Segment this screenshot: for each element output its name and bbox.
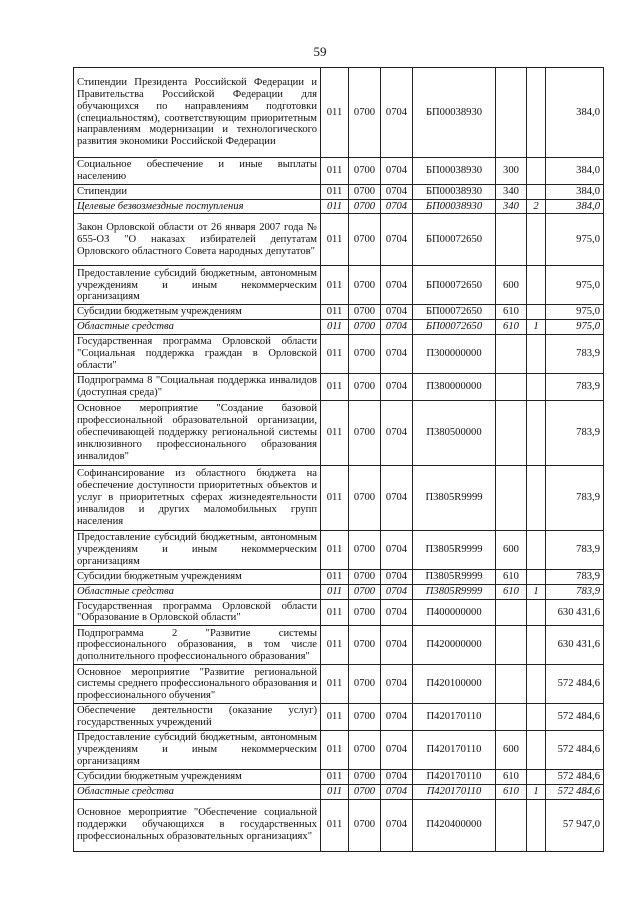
grbs-code-cell: 011 <box>321 465 349 530</box>
grbs-code-cell: 011 <box>321 305 349 320</box>
item-name-cell: Основное мероприятие "Обеспечение социальной поддержки обучающихся в государственных профессиональных образовательных организациях" <box>74 799 321 851</box>
funding-source-cell <box>527 569 546 584</box>
funding-source-cell <box>527 770 546 785</box>
target-article-cell: П3805R9999 <box>413 569 496 584</box>
section-code-cell: 0700 <box>349 400 381 465</box>
target-article-cell: БП00072650 <box>413 305 496 320</box>
funding-source-cell <box>527 158 546 185</box>
section-code-cell: 0700 <box>349 68 381 158</box>
item-name-cell: Целевые безвозмездные поступления <box>74 199 321 214</box>
subsection-code-cell: 0704 <box>381 199 413 214</box>
funding-source-cell: 2 <box>527 199 546 214</box>
amount-cell: 572 484,6 <box>546 770 604 785</box>
section-code-cell: 0700 <box>349 465 381 530</box>
funding-source-cell <box>527 68 546 158</box>
target-article-cell: БП00038930 <box>413 184 496 199</box>
funding-source-cell <box>527 214 546 266</box>
subsection-code-cell: 0704 <box>381 158 413 185</box>
item-name-cell: Субсидии бюджетным учреждениям <box>74 569 321 584</box>
item-name-cell: Стипендии <box>74 184 321 199</box>
grbs-code-cell: 011 <box>321 770 349 785</box>
amount-cell: 975,0 <box>546 214 604 266</box>
section-code-cell: 0700 <box>349 320 381 335</box>
section-code-cell: 0700 <box>349 184 381 199</box>
target-article-cell: П420170110 <box>413 770 496 785</box>
funding-source-cell <box>527 266 546 305</box>
section-code-cell: 0700 <box>349 214 381 266</box>
amount-cell: 572 484,6 <box>546 784 604 799</box>
target-article-cell: П3805R9999 <box>413 465 496 530</box>
subsection-code-cell: 0704 <box>381 374 413 401</box>
subsection-code-cell: 0704 <box>381 784 413 799</box>
funding-source-cell <box>527 665 546 704</box>
grbs-code-cell: 011 <box>321 665 349 704</box>
amount-cell: 975,0 <box>546 305 604 320</box>
section-code-cell: 0700 <box>349 599 381 626</box>
expense-type-cell <box>496 335 527 374</box>
grbs-code-cell: 011 <box>321 784 349 799</box>
grbs-code-cell: 011 <box>321 569 349 584</box>
table-row <box>74 400 604 465</box>
expense-type-cell: 610 <box>496 784 527 799</box>
expense-type-cell <box>496 68 527 158</box>
subsection-code-cell: 0704 <box>381 465 413 530</box>
item-name-cell: Основное мероприятие "Развитие региональной системы среднего профессионального образования и профессионального обучения" <box>74 665 321 704</box>
target-article-cell: П3805R9999 <box>413 584 496 599</box>
funding-source-cell: 1 <box>527 784 546 799</box>
expense-type-cell: 600 <box>496 731 527 770</box>
item-name-cell: Основное мероприятие "Создание базовой профессиональной образовательной организации, обеспечивающей поддержку региональной системы инклюзивного профессионального образования инвалидов" <box>74 400 321 465</box>
grbs-code-cell: 011 <box>321 530 349 569</box>
funding-source-cell <box>527 465 546 530</box>
grbs-code-cell: 011 <box>321 374 349 401</box>
table-row <box>74 626 604 665</box>
table-body <box>74 68 604 852</box>
target-article-cell: БП00072650 <box>413 266 496 305</box>
item-name-cell: Государственная программа Орловской области "Образование в Орловской области" <box>74 599 321 626</box>
expense-type-cell <box>496 374 527 401</box>
expense-type-cell <box>496 599 527 626</box>
section-code-cell: 0700 <box>349 335 381 374</box>
item-name-cell: Областные средства <box>74 784 321 799</box>
subsection-code-cell: 0704 <box>381 68 413 158</box>
section-code-cell: 0700 <box>349 199 381 214</box>
target-article-cell: П380000000 <box>413 374 496 401</box>
table-row <box>74 335 604 374</box>
section-code-cell: 0700 <box>349 305 381 320</box>
table-row <box>74 731 604 770</box>
target-article-cell: П420170110 <box>413 704 496 731</box>
item-name-cell: Предоставление субсидий бюджетным, автономным учреждениям и иным некоммерческим организациям <box>74 530 321 569</box>
table-row <box>74 665 604 704</box>
item-name-cell: Закон Орловской области от 26 января 2007 года № 655-ОЗ "О наказах избирателей депутатам Орловского областного Совета народных депутатов" <box>74 214 321 266</box>
item-name-cell: Социальное обеспечение и иные выплаты населению <box>74 158 321 185</box>
expense-type-cell <box>496 799 527 851</box>
funding-source-cell: 1 <box>527 320 546 335</box>
table-row <box>74 266 604 305</box>
target-article-cell: БП00038930 <box>413 158 496 185</box>
table-row <box>74 305 604 320</box>
table-row <box>74 799 604 851</box>
expense-type-cell: 610 <box>496 320 527 335</box>
target-article-cell: П420400000 <box>413 799 496 851</box>
grbs-code-cell: 011 <box>321 68 349 158</box>
item-name-cell: Предоставление субсидий бюджетным, автономным учреждениям и иным некоммерческим организациям <box>74 731 321 770</box>
subsection-code-cell: 0704 <box>381 320 413 335</box>
item-name-cell: Областные средства <box>74 584 321 599</box>
item-name-cell: Стипендии Президента Российской Федерации и Правительства Российской Федерации для обучающихся по направлениям подготовки (специальностям), соответствующим приоритетным направлениям модернизации и технологического развития экономики Российской Федерации <box>74 68 321 158</box>
target-article-cell: П3805R9999 <box>413 530 496 569</box>
expense-type-cell: 340 <box>496 184 527 199</box>
table-row <box>74 704 604 731</box>
grbs-code-cell: 011 <box>321 158 349 185</box>
funding-source-cell <box>527 799 546 851</box>
funding-source-cell <box>527 599 546 626</box>
subsection-code-cell: 0704 <box>381 400 413 465</box>
section-code-cell: 0700 <box>349 784 381 799</box>
subsection-code-cell: 0704 <box>381 335 413 374</box>
target-article-cell: П420100000 <box>413 665 496 704</box>
subsection-code-cell: 0704 <box>381 584 413 599</box>
section-code-cell: 0700 <box>349 584 381 599</box>
funding-source-cell <box>527 335 546 374</box>
section-code-cell: 0700 <box>349 770 381 785</box>
subsection-code-cell: 0704 <box>381 626 413 665</box>
amount-cell: 783,9 <box>546 569 604 584</box>
amount-cell: 384,0 <box>546 68 604 158</box>
table-row <box>74 599 604 626</box>
table-row <box>74 530 604 569</box>
subsection-code-cell: 0704 <box>381 266 413 305</box>
subsection-code-cell: 0704 <box>381 569 413 584</box>
grbs-code-cell: 011 <box>321 584 349 599</box>
funding-source-cell <box>527 731 546 770</box>
expense-type-cell <box>496 626 527 665</box>
target-article-cell: БП00038930 <box>413 68 496 158</box>
section-code-cell: 0700 <box>349 665 381 704</box>
budget-table <box>73 67 604 852</box>
amount-cell: 384,0 <box>546 199 604 214</box>
expense-type-cell: 340 <box>496 199 527 214</box>
table-row <box>74 158 604 185</box>
grbs-code-cell: 011 <box>321 704 349 731</box>
amount-cell: 57 947,0 <box>546 799 604 851</box>
subsection-code-cell: 0704 <box>381 305 413 320</box>
table-row <box>74 68 604 158</box>
subsection-code-cell: 0704 <box>381 599 413 626</box>
subsection-code-cell: 0704 <box>381 770 413 785</box>
item-name-cell: Обеспечение деятельности (оказание услуг) государственных учреждений <box>74 704 321 731</box>
table-row <box>74 374 604 401</box>
amount-cell: 630 431,6 <box>546 626 604 665</box>
expense-type-cell <box>496 665 527 704</box>
table-row <box>74 584 604 599</box>
funding-source-cell: 1 <box>527 584 546 599</box>
target-article-cell: БП00038930 <box>413 199 496 214</box>
section-code-cell: 0700 <box>349 731 381 770</box>
table-row <box>74 569 604 584</box>
item-name-cell: Подпрограмма 8 "Социальная поддержка инвалидов (доступная среда)" <box>74 374 321 401</box>
section-code-cell: 0700 <box>349 374 381 401</box>
expense-type-cell <box>496 214 527 266</box>
subsection-code-cell: 0704 <box>381 799 413 851</box>
amount-cell: 975,0 <box>546 266 604 305</box>
funding-source-cell <box>527 626 546 665</box>
grbs-code-cell: 011 <box>321 799 349 851</box>
target-article-cell: П400000000 <box>413 599 496 626</box>
item-name-cell: Подпрограмма 2 "Развитие системы профессионального образования, в том числе дополнительного профессионального образования" <box>74 626 321 665</box>
table-row <box>74 214 604 266</box>
expense-type-cell: 610 <box>496 569 527 584</box>
grbs-code-cell: 011 <box>321 199 349 214</box>
target-article-cell: П300000000 <box>413 335 496 374</box>
subsection-code-cell: 0704 <box>381 665 413 704</box>
subsection-code-cell: 0704 <box>381 530 413 569</box>
item-name-cell: Субсидии бюджетным учреждениям <box>74 305 321 320</box>
grbs-code-cell: 011 <box>321 214 349 266</box>
expense-type-cell <box>496 465 527 530</box>
page-number: 59 <box>313 44 327 59</box>
target-article-cell: БП00072650 <box>413 214 496 266</box>
target-article-cell: БП00072650 <box>413 320 496 335</box>
section-code-cell: 0700 <box>349 799 381 851</box>
table-row <box>74 784 604 799</box>
amount-cell: 572 484,6 <box>546 704 604 731</box>
subsection-code-cell: 0704 <box>381 184 413 199</box>
amount-cell: 783,9 <box>546 374 604 401</box>
amount-cell: 572 484,6 <box>546 731 604 770</box>
funding-source-cell <box>527 305 546 320</box>
table-row <box>74 465 604 530</box>
table-row <box>74 199 604 214</box>
amount-cell: 384,0 <box>546 158 604 185</box>
amount-cell: 630 431,6 <box>546 599 604 626</box>
amount-cell: 572 484,6 <box>546 665 604 704</box>
funding-source-cell <box>527 184 546 199</box>
table-row <box>74 320 604 335</box>
expense-type-cell: 610 <box>496 770 527 785</box>
funding-source-cell <box>527 374 546 401</box>
amount-cell: 783,9 <box>546 465 604 530</box>
funding-source-cell <box>527 400 546 465</box>
target-article-cell: П420170110 <box>413 784 496 799</box>
grbs-code-cell: 011 <box>321 184 349 199</box>
funding-source-cell <box>527 704 546 731</box>
section-code-cell: 0700 <box>349 704 381 731</box>
subsection-code-cell: 0704 <box>381 214 413 266</box>
item-name-cell: Государственная программа Орловской области "Социальная поддержка граждан в Орловской области" <box>74 335 321 374</box>
item-name-cell: Областные средства <box>74 320 321 335</box>
amount-cell: 783,9 <box>546 530 604 569</box>
expense-type-cell: 300 <box>496 158 527 185</box>
table-row <box>74 184 604 199</box>
grbs-code-cell: 011 <box>321 320 349 335</box>
grbs-code-cell: 011 <box>321 335 349 374</box>
section-code-cell: 0700 <box>349 569 381 584</box>
amount-cell: 783,9 <box>546 335 604 374</box>
item-name-cell: Субсидии бюджетным учреждениям <box>74 770 321 785</box>
section-code-cell: 0700 <box>349 530 381 569</box>
target-article-cell: П420170110 <box>413 731 496 770</box>
expense-type-cell: 610 <box>496 584 527 599</box>
amount-cell: 783,9 <box>546 584 604 599</box>
expense-type-cell <box>496 400 527 465</box>
section-code-cell: 0700 <box>349 266 381 305</box>
target-article-cell: П380500000 <box>413 400 496 465</box>
grbs-code-cell: 011 <box>321 599 349 626</box>
expense-type-cell: 610 <box>496 305 527 320</box>
amount-cell: 975,0 <box>546 320 604 335</box>
grbs-code-cell: 011 <box>321 626 349 665</box>
amount-cell: 783,9 <box>546 400 604 465</box>
grbs-code-cell: 011 <box>321 400 349 465</box>
expense-type-cell: 600 <box>496 266 527 305</box>
subsection-code-cell: 0704 <box>381 731 413 770</box>
amount-cell: 384,0 <box>546 184 604 199</box>
grbs-code-cell: 011 <box>321 731 349 770</box>
funding-source-cell <box>527 530 546 569</box>
section-code-cell: 0700 <box>349 158 381 185</box>
expense-type-cell: 600 <box>496 530 527 569</box>
grbs-code-cell: 011 <box>321 266 349 305</box>
subsection-code-cell: 0704 <box>381 704 413 731</box>
item-name-cell: Софинансирование из областного бюджета на обеспечение доступности приоритетных объектов и услуг в приоритетных сферах жизнедеятельности инвалидов и других маломобильных групп населения <box>74 465 321 530</box>
item-name-cell: Предоставление субсидий бюджетным, автономным учреждениям и иным некоммерческим организациям <box>74 266 321 305</box>
target-article-cell: П420000000 <box>413 626 496 665</box>
table-row <box>74 770 604 785</box>
expense-type-cell <box>496 704 527 731</box>
section-code-cell: 0700 <box>349 626 381 665</box>
